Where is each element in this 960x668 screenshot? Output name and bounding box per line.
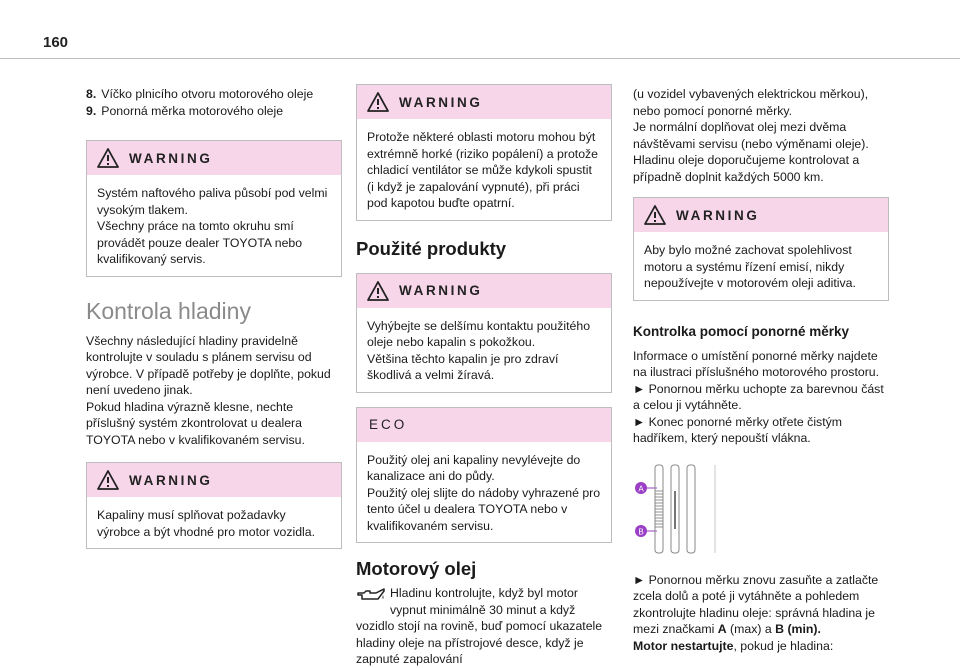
warning-title: WARNING (129, 150, 213, 166)
warning-box (86, 140, 342, 277)
warning-header (87, 141, 341, 175)
eco-title: ECO (369, 417, 408, 432)
eco-box (356, 407, 612, 544)
body-paragraph: Hladinu kontrolujte, když byl motor vypnut minimálně 30 minut a když vozidlo stojí na rovině, buď pomocí ukazatele hladiny oleje na přístrojové desce, když je zapnuté zapalování (356, 586, 603, 666)
warning-triangle-icon (644, 205, 666, 225)
warning-header (357, 85, 611, 119)
column-2 (356, 84, 612, 668)
warning-text: Vyhýbejte se delšímu kontaktu použitého oleje nebo kapalin s pokožkou. Většina těchto kapalin je pro zdraví škodlivá a velmi žíravá. (367, 318, 591, 382)
header-divider (0, 58, 960, 59)
warning-text: Systém naftového paliva působí pod velmi vysokým tlakem. Všechny práce na tomto okruhu smí provádět pouze dealer TOYOTA nebo kvalifikovaný servis. (97, 186, 328, 266)
column-1 (86, 86, 342, 549)
warning-header (87, 463, 341, 497)
warning-text: Protože některé oblasti motoru mohou být extrémně horké (riziko popálení) a protože chladicí ventilátor se může kdykoli spustit (i když je zapalování vypnuté), při práci pod kapotou buďte opatrní. (367, 130, 599, 210)
column-3 (633, 86, 889, 654)
warning-triangle-icon (367, 92, 389, 112)
oil-paragraph (356, 585, 612, 668)
warning-title: WARNING (399, 94, 483, 110)
oil-can-icon (356, 587, 386, 605)
warning-triangle-icon (97, 470, 119, 490)
warning-box (86, 462, 342, 549)
dipstick-illustration (633, 463, 723, 555)
body-paragraph: ► Ponornou měrku znovu zasuňte a zatlačte zcela dolů a poté ji vytáhněte a pohledem zkontrolujte hladinu oleje: správná hladina je mezi značkami A (max) a B (min). Motor nestartujte, pokud je hladina: (633, 572, 879, 653)
warning-title: WARNING (676, 207, 760, 223)
warning-box (633, 197, 889, 301)
marker-b-label: B (638, 527, 644, 536)
list-item: 9. Ponorná měrka motorového oleje (86, 104, 284, 118)
warning-box (356, 84, 612, 221)
page-number: 160 (43, 34, 69, 51)
list-item: 8. Víčko plnicího otvoru motorového oleje (86, 87, 314, 101)
section-heading: Kontrolka pomocí ponorné měrky (633, 323, 850, 339)
warning-title: WARNING (399, 283, 483, 298)
section-heading: Motorový olej (356, 558, 477, 579)
eco-text: Použitý olej ani kapaliny nevylévejte do kanalizace ani do půdy. Použitý olej slijte do nádoby vyhrazené pro tento účel u dealera TOYOTA nebo v kvalifikovaném servisu. (367, 452, 601, 533)
section-heading: Použité produkty (356, 237, 507, 259)
warning-text: Aby bylo možné zachovat spolehlivost motoru a systému řízení emisí, nikdy nepoužívejte v motorovém oleji aditiva. (644, 243, 856, 290)
warning-text: Kapaliny musí splňovat požadavky výrobce a být vhodné pro motor vozidla. (97, 508, 316, 539)
warning-title: WARNING (129, 472, 213, 488)
eco-header (357, 408, 611, 442)
marker-a-label: A (638, 484, 644, 493)
warning-header (357, 274, 611, 308)
warning-box (356, 273, 612, 393)
body-paragraph: Všechny následující hladiny pravidelně kontrolujte v souladu s plánem servisu od výrobce. V případě potřeby je doplňte, pokud není uvedeno jinak. Pokud hladina výrazně klesne, nechte příslušný systém zkontrolovat u dealera TOYOTA nebo v kvalifikovaném servisu. (86, 333, 331, 447)
body-paragraph: (u vozidel vybavených elektrickou měrkou), nebo pomocí ponorné měrky. Je normální doplňovat olej mezi dvěma návštěvami servisu (nebo výměnami oleje). Hladinu oleje doporučujeme kontrolovat a případně doplnit každých 5000 km. (633, 87, 869, 184)
warning-header (634, 198, 888, 232)
warning-triangle-icon (97, 148, 119, 168)
warning-triangle-icon (367, 281, 389, 301)
body-paragraph: Informace o umístění ponorné měrky najdete na ilustraci příslušného motorového prostoru. ► Ponornou měrku uchopte za barevnou část a celou ji vytáhněte. ► Konec ponorné měrky otřete čistým hadříkem, který nepouští vlákna. (633, 348, 884, 445)
section-heading: Kontrola hladiny (86, 297, 251, 324)
